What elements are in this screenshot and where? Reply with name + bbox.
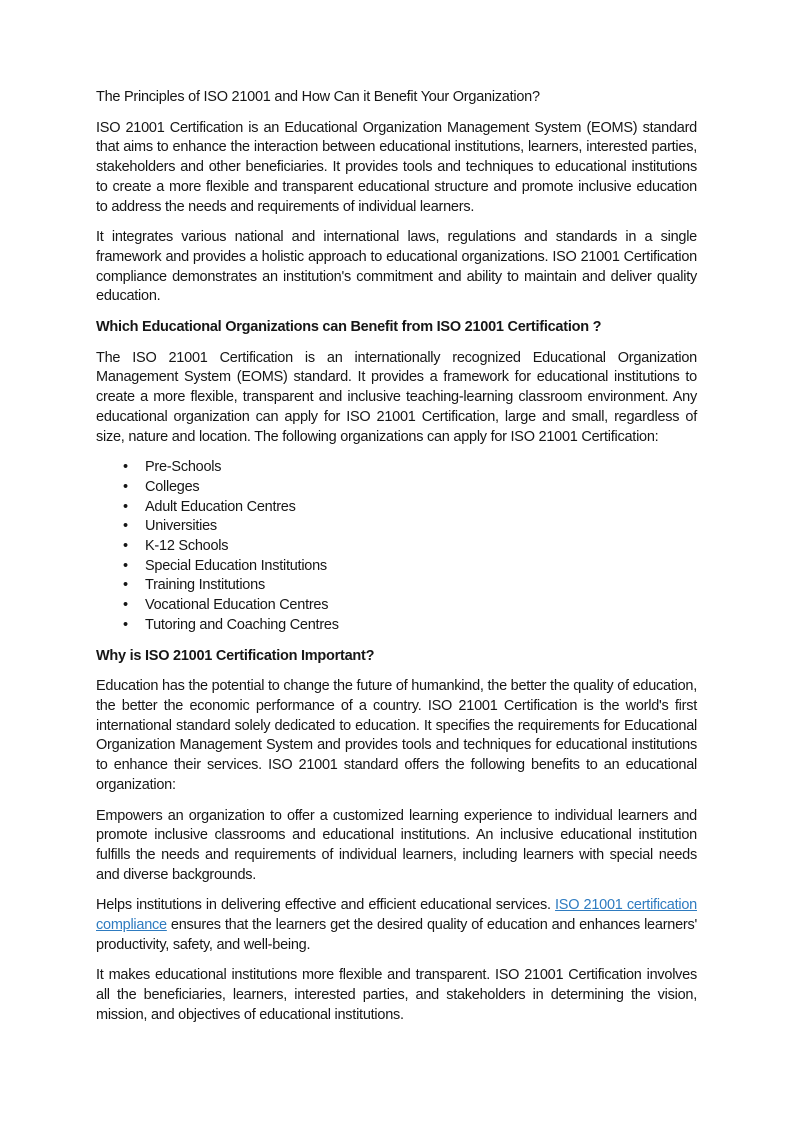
paragraph-intro-2: It integrates various national and international laws, regulations and standards in a single framework and provides a holistic approach to educational organizations. ISO 21001 Certification compliance demonstrates an institution's commitment and ability to maintain and deliver quality education. <box>96 229 697 305</box>
bullet-icon: • <box>123 459 128 476</box>
bullet-icon: • <box>123 557 128 574</box>
heading-why-important: Why is ISO 21001 Certification Important? <box>96 647 375 664</box>
list-item <box>96 537 697 557</box>
list-item <box>96 478 697 498</box>
bullet-icon: • <box>123 518 128 535</box>
list-item <box>96 596 697 616</box>
list-item <box>96 576 697 596</box>
list-item <box>96 517 697 537</box>
link-following-text: ensures that the learners get the desired quality of education and enhances learners' productivity, safety, and well-being. <box>96 917 697 953</box>
link-preceding-text: Helps institutions in delivering effective and efficient educational services. <box>96 897 556 914</box>
list-item <box>96 616 697 636</box>
heading-which-organizations: Which Educational Organizations can Benefit from ISO 21001 Certification ? <box>96 319 602 336</box>
list-item-label: Colleges <box>145 478 200 495</box>
bullet-icon: • <box>123 597 128 614</box>
document-title: The Principles of ISO 21001 and How Can it Benefit Your Organization? <box>96 89 540 105</box>
bullet-icon: • <box>123 498 128 515</box>
paragraph-empowers: Empowers an organization to offer a customized learning experience to individual learners and promote inclusive classrooms and educational institutions. An inclusive educational institution fulfills the needs and requirements of individual learners, including learners with special needs and diverse backgrounds. <box>96 807 697 883</box>
organization-list <box>96 458 697 635</box>
list-item-label: Pre-Schools <box>145 459 222 476</box>
list-item-label: Vocational Education Centres <box>145 597 329 614</box>
paragraph-intro-1: ISO 21001 Certification is an Educational Organization Management System (EOMS) standard that aims to enhance the interaction between educational institutions, learners, interested parties, stakeholders and other beneficiaries. It provides tools and techniques to educational institutions to create a more flexible and transparent educational structure and promote inclusive education to address the needs and requirements of individual learners. <box>96 119 697 215</box>
list-item-label: Universities <box>145 518 217 535</box>
bullet-icon: • <box>123 538 128 555</box>
bullet-icon: • <box>123 616 128 633</box>
list-item-label: Special Education Institutions <box>145 557 327 574</box>
list-item <box>96 557 697 577</box>
list-item-label: Training Institutions <box>145 577 265 594</box>
list-item-label: Adult Education Centres <box>145 498 296 515</box>
list-item <box>96 498 697 518</box>
paragraph-benefit-overview: The ISO 21001 Certification is an internationally recognized Educational Organization Management System (EOMS) standard. It provides a framework for educational institutions to create a more flexible, transparent and inclusive teaching-learning classroom environment. Any educational organization can apply for ISO 21001 Certification, large and small, regardless of size, nature and location. The following organizations can apply for ISO 21001 Certification: <box>96 349 697 445</box>
list-item-label: Tutoring and Coaching Centres <box>145 616 339 633</box>
bullet-icon: • <box>123 478 128 495</box>
paragraph-flexible-transparent: It makes educational institutions more flexible and transparent. ISO 21001 Certification involves all the beneficiaries, learners, interested parties, and stakeholders in determining the vision, mission, and objectives of educational institutions. <box>96 967 697 1023</box>
paragraph-importance-overview: Education has the potential to change the future of humankind, the better the quality of education, the better the economic performance of a country. ISO 21001 Certification is the world's first international standard solely dedicated to education. It specifies the requirements for Educational Organization Management System and provides tools and techniques for educational institutions to enhance their services. ISO 21001 standard offers the following benefits to an educational organization: <box>96 678 697 793</box>
list-item <box>96 458 697 478</box>
list-item-label: K-12 Schools <box>145 538 229 555</box>
paragraph-helps-institutions <box>96 896 697 955</box>
compliance-link[interactable]: ISO 21001 certification compliance <box>96 897 697 934</box>
bullet-icon: • <box>123 577 128 594</box>
